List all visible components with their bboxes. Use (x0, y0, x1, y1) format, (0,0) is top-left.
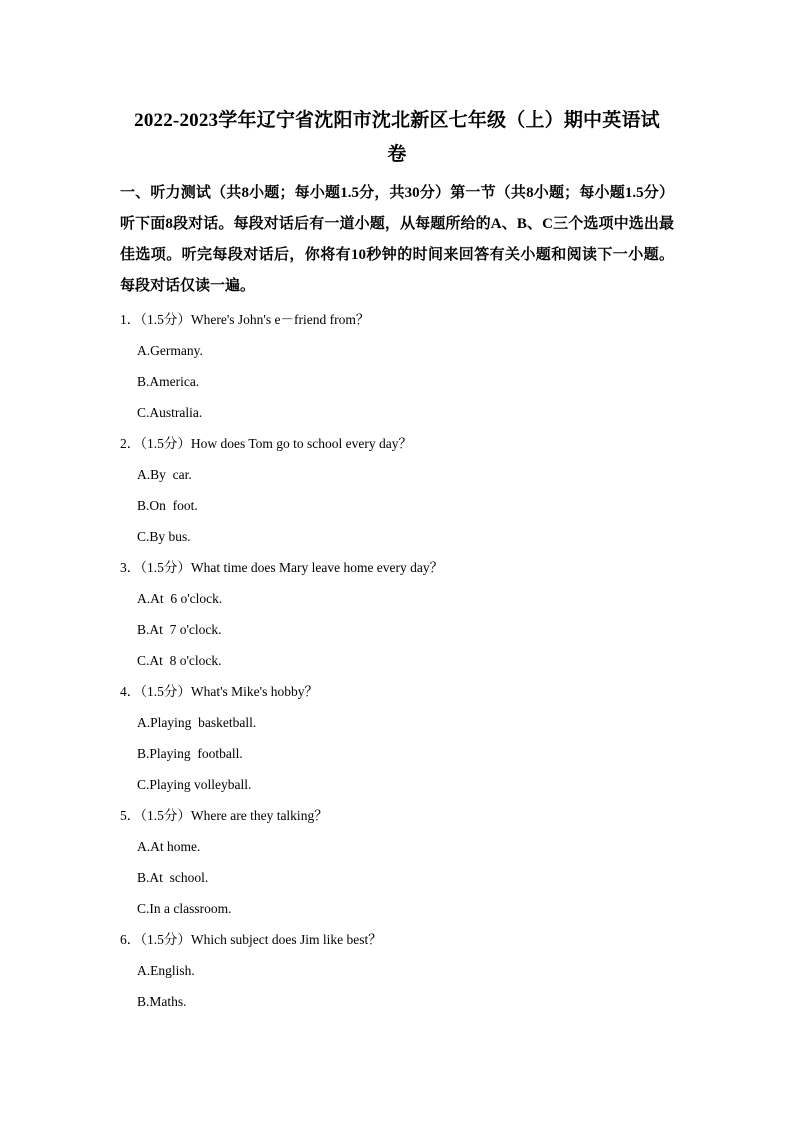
question-1 (120, 304, 674, 428)
option-b: B.Playing football. (137, 746, 243, 761)
title-line-1: 2022-2023学年辽宁省沈阳市沈北新区七年级（上）期中英语试 (134, 110, 660, 131)
question-score: （1.5分） (140, 312, 191, 327)
question-score: （1.5分） (140, 436, 191, 451)
question-text: What's Mike's hobby？ (190, 684, 318, 699)
question-stem (120, 428, 674, 459)
option-b: B.Maths. (137, 994, 187, 1009)
option-b: B.On foot. (137, 498, 198, 513)
option-b: B.America. (137, 374, 200, 389)
option-a: A.English. (137, 963, 195, 978)
option-a: A.Playing basketball. (137, 715, 257, 730)
option-b: B.At 7 o'clock. (137, 622, 222, 637)
question-text: How does Tom go to school every day？ (190, 436, 413, 451)
question-number: 3． (120, 560, 141, 575)
option-c: C.Australia. (137, 405, 203, 420)
question-stem (120, 552, 674, 583)
option-c: C.At 8 o'clock. (137, 653, 222, 668)
question-list (120, 304, 674, 1017)
question-6 (120, 924, 674, 1017)
question-score: （1.5分） (140, 932, 191, 947)
question-text: Which subject does Jim like best？ (190, 932, 382, 947)
question-number: 1． (120, 312, 141, 327)
title-line-2: 卷 (387, 144, 407, 165)
question-number: 5． (120, 808, 141, 823)
question-stem (120, 676, 674, 707)
option-c: C.In a classroom. (137, 901, 232, 916)
document-title (120, 0, 674, 172)
question-number: 2． (120, 436, 141, 451)
question-stem (120, 304, 674, 335)
question-2 (120, 428, 674, 552)
section-heading: 一、听力测试（共8小题；每小题1.5分，共30分）第一节（共8小题；每小题1.5分）听下面8段对话。每段对话后有一道小题，从每题所给的A、B、C三个选项中选出最佳选项。听完每段对话后，你将有10秒钟的时间来回答有关小题和阅读下一小题。每段对话仅读一遍。 (120, 185, 674, 294)
question-5 (120, 800, 674, 924)
question-score: （1.5分） (140, 808, 191, 823)
question-text: Where's John's e－friend from？ (190, 312, 370, 327)
question-text: Where are they talking？ (190, 808, 328, 823)
option-c: C.By bus. (137, 529, 191, 544)
question-4 (120, 676, 674, 800)
question-number: 4． (120, 684, 141, 699)
question-number: 6． (120, 932, 141, 947)
question-text: What time does Mary leave home every day？ (190, 560, 444, 575)
question-score: （1.5分） (140, 684, 191, 699)
option-a: A.At home. (137, 839, 201, 854)
option-a: A.At 6 o'clock. (137, 591, 223, 606)
question-stem (120, 800, 674, 831)
option-b: B.At school. (137, 870, 209, 885)
question-3 (120, 552, 674, 676)
option-a: A.By car. (137, 467, 192, 482)
option-a: A.Germany. (137, 343, 203, 358)
question-stem (120, 924, 674, 955)
option-c: C.Playing volleyball. (137, 777, 252, 792)
question-score: （1.5分） (140, 560, 191, 575)
